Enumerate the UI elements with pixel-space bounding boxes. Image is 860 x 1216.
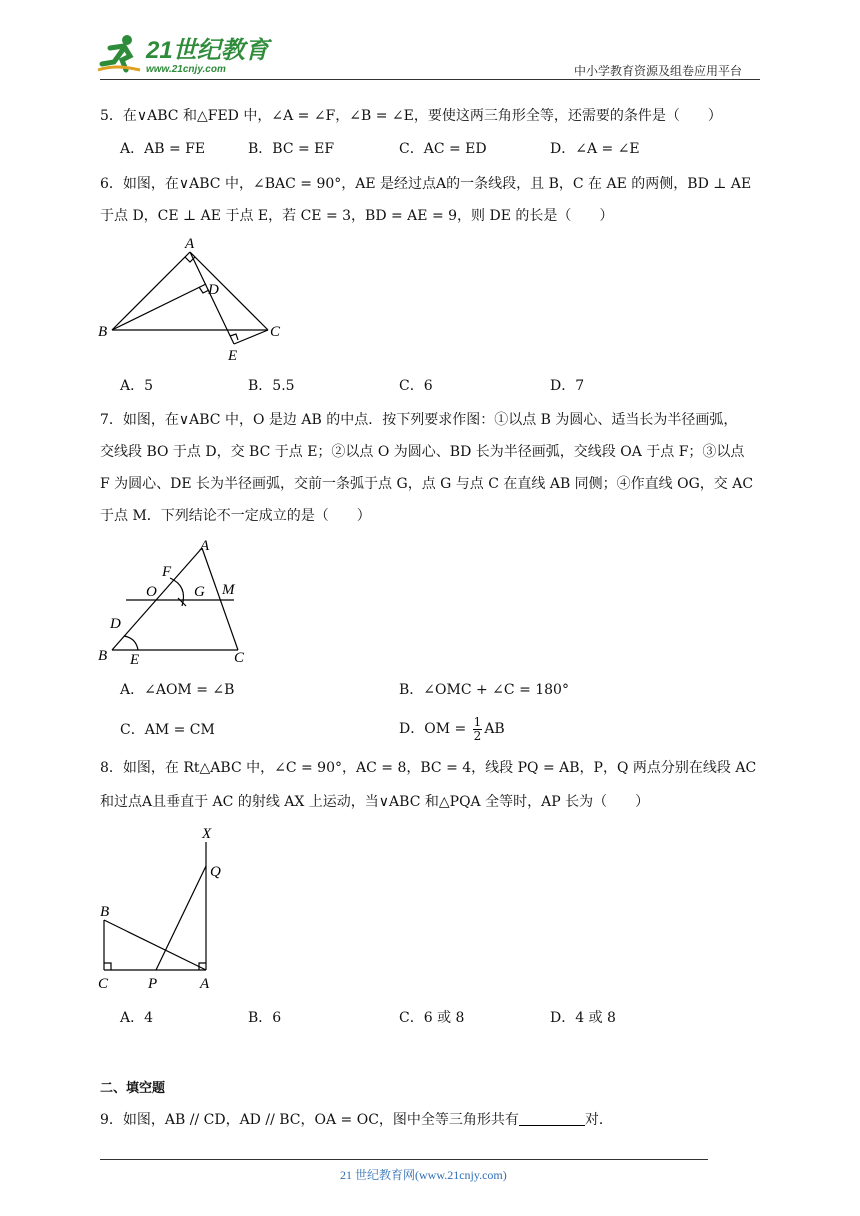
footer-text: 21 世纪教育网(www.21cnjy.com) [340,1168,507,1182]
q6-option-d: D．7 [550,378,585,394]
q7-label-d: D [110,616,121,632]
logo-url: www.21cnjy.com [146,64,226,75]
q7-option-d-prefix: D．OM = [399,721,467,737]
q8-option-d: D．4 或 8 [550,1010,616,1026]
q8-stem-line1: 8．如图，在 Rt△ABC 中，∠C = 90°，AC = 8，BC = 4，线段 PQ = AB，P，Q 两点分别在线段 AC [100,760,757,776]
header-rule [100,79,760,80]
q8-label-a: A [200,976,210,992]
header [0,0,860,80]
section-title: 二、填空题 [100,1081,166,1096]
q8-label-p: P [148,976,158,992]
q5-stem: 5．在∨ABC 和△FED 中，∠A = ∠F，∠B = ∠E，要使这两三角形全等，还需要的条件是（ ） [100,108,722,124]
q8-option-b: B．6 [248,1010,282,1026]
q6-stem-line1: 6．如图，在∨ABC 中，∠BAC = 90°，AE 是经过点A的一条线段，且 B，C 在 AE 的两侧，BD ⊥ AE [100,176,752,192]
q7-option-a: A．∠AOM = ∠B [120,682,235,698]
q5-option-c: C．AC = ED [399,141,487,157]
q7-label-a: A [200,538,210,554]
q7-label-f: F [162,564,172,580]
q8-stem-line2: 和过点A且垂直于 AC 的射线 AX 上运动，当∨ABC 和△PQA 全等时，AP 长为（ ） [100,794,650,810]
q6-label-c: C [270,324,281,340]
q5-option-a: A．AB = FE [120,141,206,157]
q7-stem-line4: 于点 M．下列结论不一定成立的是（ ） [100,508,371,524]
q7-label-g: G [194,584,205,600]
answer-blank[interactable] [519,1111,585,1126]
q7-stem-line1: 7．如图，在∨ABC 中，O 是边 AB 的中点．按下列要求作图：①以点 B 为圆心、适当长为半径画弧， [100,412,738,428]
q7-stem-line2: 交线段 BO 于点 D，交 BC 于点 E；②以点 O 为圆心、BD 长为半径画弧，交线段 OA 于点 F；③以点 [100,444,745,460]
header-platform-text: 中小学教育资源及组卷应用平台 [574,64,743,78]
q6-label-b: B [98,324,108,340]
q8-label-q: Q [210,864,221,880]
q7-label-o: O [146,584,157,600]
q7-stem-line3: F 为圆心、DE 长为半径画弧，交前一条弧于点 G，点 G 与点 C 在直线 AB 同侧；④作直线 OG，交 AC [100,476,754,492]
q7-option-d-fraction [473,716,483,743]
q8-option-a: A．4 [120,1010,154,1026]
q7-option-c: C．AM = CM [120,722,215,738]
q7-label-e: E [130,652,140,668]
q8-label-b: B [100,904,110,920]
q9-stem [100,1110,613,1130]
q8-option-c: C．6 或 8 [399,1010,465,1026]
q6-label-d: D [208,282,219,298]
q7-label-b: B [98,648,108,664]
q8-figure [90,822,240,992]
footer-rule [100,1159,708,1160]
q6-option-a: A．5 [120,378,154,394]
q7-option-d-tail: AB [484,721,505,737]
q7-label-c: C [234,650,245,666]
q5-option-b: B．BC = EF [248,141,335,157]
q9-stem-tail: 对． [584,1112,613,1128]
q6-option-c: C．6 [399,378,433,394]
q7-fraction-denominator: 2 [473,728,482,743]
q6-figure [90,234,290,366]
q9-stem-text: 9．如图，AB // CD，AD // BC，OA = OC，图中全等三角形共有 [100,1112,519,1128]
q6-label-a: A [185,236,195,252]
q7-fraction-numerator: 1 [473,714,482,729]
logo-title: 21世纪教育 [146,37,269,64]
q7-figure [90,534,260,670]
q5-option-d: D．∠A = ∠E [550,141,640,157]
q8-label-x: X [202,826,212,842]
q6-option-b: B．5.5 [248,378,295,394]
q7-option-b: B．∠OMC + ∠C = 180° [399,682,569,698]
q7-label-m: M [222,582,235,598]
q6-label-e: E [228,348,238,364]
q7-option-d [399,712,505,746]
q6-stem-line2: 于点 D，CE ⊥ AE 于点 E，若 CE = 3，BD = AE = 9，则 DE 的长是（ ） [100,208,614,224]
q8-label-c: C [98,976,109,992]
logo-runner-icon [96,34,142,74]
